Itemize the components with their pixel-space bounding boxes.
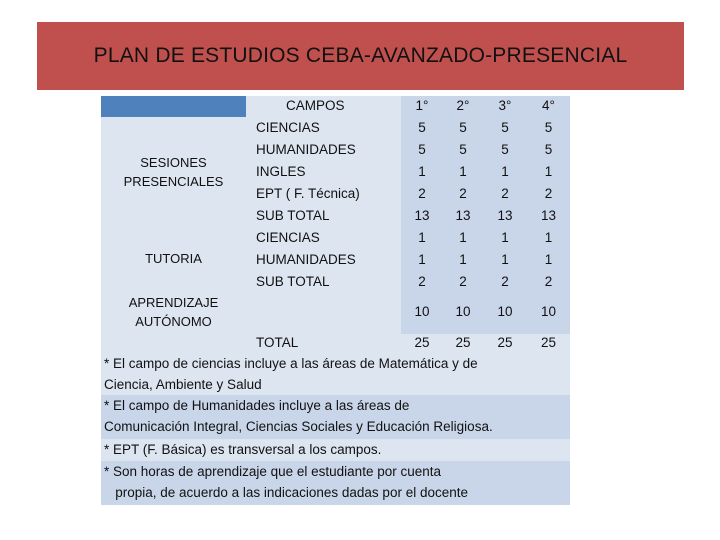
value-cell: 1 xyxy=(544,252,553,267)
value-cell: 1 xyxy=(459,164,467,179)
total-value: 25 xyxy=(414,335,430,350)
value-cell: 1 xyxy=(418,164,426,179)
grade-header: 2° xyxy=(456,98,470,113)
value-cell: 2 xyxy=(459,186,467,201)
value-cell: 2 xyxy=(418,186,426,201)
autonomo-value-3 xyxy=(483,290,527,334)
campos-column xyxy=(246,96,401,290)
grade-column-2 xyxy=(443,96,483,290)
autonomo-value-2 xyxy=(443,290,483,334)
group-tutoria: TUTORIA xyxy=(101,227,246,289)
campo-ingles: INGLES xyxy=(256,164,306,179)
grade-column-4 xyxy=(527,96,570,290)
note-line: * El campo de Humanidades incluye a las áreas de xyxy=(104,398,410,413)
value-cell: 5 xyxy=(544,120,553,135)
title-banner xyxy=(37,22,684,90)
total-value: 25 xyxy=(540,335,557,350)
campo-ept: EPT ( F. Técnica) xyxy=(256,186,360,201)
value-cell: 10 xyxy=(414,304,430,319)
note-ciencias xyxy=(101,353,570,395)
note-humanidades xyxy=(101,395,570,439)
value-cell: 1 xyxy=(501,164,509,179)
value-cell: 2 xyxy=(501,186,509,201)
campo-humanidades: HUMANIDADES xyxy=(256,142,356,157)
campo-ciencias-tutoria: CIENCIAS xyxy=(256,230,320,245)
value-cell: 5 xyxy=(418,120,426,135)
total-label: TOTAL xyxy=(256,335,299,350)
value-cell: 1 xyxy=(459,230,467,245)
value-cell: 1 xyxy=(501,230,509,245)
total-value: 25 xyxy=(497,335,513,350)
page-title: PLAN DE ESTUDIOS CEBA-AVANZADO-PRESENCIAL xyxy=(93,44,628,67)
value-cell: 10 xyxy=(455,304,471,319)
value-cell: 13 xyxy=(497,208,513,223)
value-cell: 1 xyxy=(459,252,467,267)
grade-header: 4° xyxy=(542,98,555,113)
value-cell: 2 xyxy=(544,274,553,289)
group-sesiones-presenciales: SESIONES PRESENCIALES xyxy=(101,117,246,227)
note-line: Comunicación Integral, Ciencias Sociales y Educación Religiosa. xyxy=(104,419,493,434)
note-ept xyxy=(101,439,570,461)
value-cell: 13 xyxy=(540,208,557,223)
note-autonomo xyxy=(101,461,570,505)
campos-header: CAMPOS xyxy=(286,98,345,113)
note-line: * EPT (F. Básica) es transversal a los campos. xyxy=(104,442,382,457)
value-cell: 2 xyxy=(459,274,467,289)
grade-header: 3° xyxy=(498,98,512,113)
group-aprendizaje-autonomo: APRENDIZAJE AUTÓNOMO xyxy=(101,289,246,334)
value-cell: 5 xyxy=(459,120,467,135)
autonomo-value-1 xyxy=(401,290,443,334)
value-cell: 10 xyxy=(540,304,557,319)
grade-header: 1° xyxy=(415,98,429,113)
campo-humanidades-tutoria: HUMANIDADES xyxy=(256,252,356,267)
campo-ciencias: CIENCIAS xyxy=(256,120,320,135)
note-line: Ciencia, Ambiente y Salud xyxy=(104,377,262,392)
value-cell: 1 xyxy=(501,252,509,267)
total-row xyxy=(101,334,570,353)
note-line: * Son horas de aprendizaje que el estudiante por cuenta xyxy=(104,464,441,479)
value-cell: 2 xyxy=(501,274,509,289)
value-cell: 1 xyxy=(418,252,426,267)
value-cell: 5 xyxy=(418,142,426,157)
value-cell: 5 xyxy=(501,142,509,157)
value-cell: 2 xyxy=(418,274,426,289)
note-line: propia, de acuerdo a las indicaciones dadas por el docente xyxy=(104,485,468,500)
value-cell: 2 xyxy=(544,186,553,201)
value-cell: 13 xyxy=(455,208,471,223)
grade-column-3 xyxy=(483,96,527,290)
campo-subtotal-presencial: SUB TOTAL xyxy=(256,208,330,223)
note-line: * El campo de ciencias incluye a las áreas de Matemática y de xyxy=(104,356,478,371)
campos-autonomo-cell xyxy=(246,290,401,334)
value-cell: 10 xyxy=(497,304,513,319)
value-cell: 5 xyxy=(501,120,509,135)
value-cell: 13 xyxy=(414,208,430,223)
value-cell: 1 xyxy=(544,164,553,179)
value-cell: 5 xyxy=(459,142,467,157)
campo-subtotal-tutoria: SUB TOTAL xyxy=(256,274,330,289)
header-bar-left xyxy=(101,96,246,117)
value-cell: 5 xyxy=(544,142,553,157)
grade-column-1 xyxy=(401,96,443,290)
value-cell: 1 xyxy=(544,230,553,245)
total-value: 25 xyxy=(455,335,471,350)
value-cell: 1 xyxy=(418,230,426,245)
autonomo-value-4 xyxy=(527,290,570,334)
